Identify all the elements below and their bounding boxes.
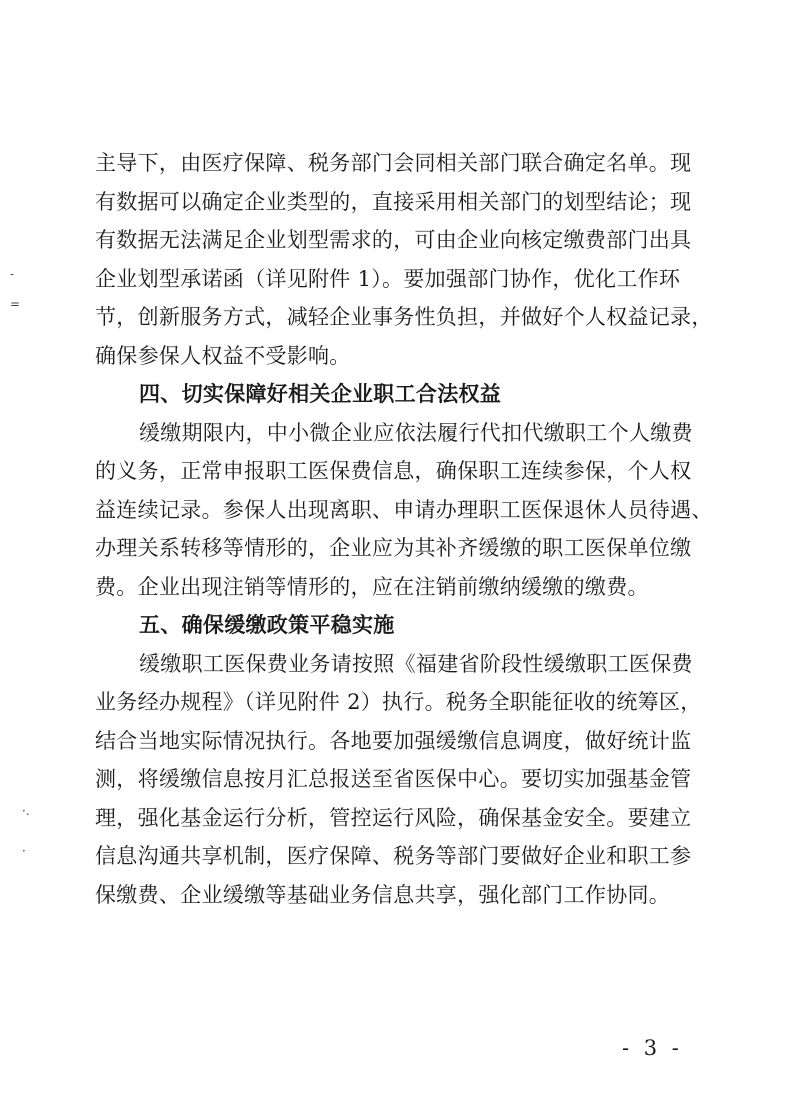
paragraph-line: 缓缴期限内，中小微企业应依法履行代扣代缴职工个人缴费 xyxy=(139,420,693,445)
paragraph-line: 有数据无法满足企业划型需求的，可由企业向核定缴费部门出具 xyxy=(95,228,692,252)
paragraph-line: 结合当地实际情况执行。各地要加强缓缴信息调度，做好统计监 xyxy=(95,728,692,753)
paragraph-line: 理，强化基金运行分析，管控运行风险，确保基金安全。要建立 xyxy=(95,805,692,830)
paragraph-line: 益连续记录。参保人出现离职、申请办理职工医保退休人员待遇、 xyxy=(95,497,713,522)
scan-mark: = xyxy=(10,297,21,311)
paragraph-line: 信息沟通共享机制，医疗保障、税务等部门要做好企业和职工参 xyxy=(95,844,692,868)
paragraph-line: 节，创新服务方式，减轻企业事务性负担，并做好个人权益记录， xyxy=(95,305,713,329)
paragraph-line: 费。企业出现注销等情形的，应在注销前缴纳缓缴的缴费。 xyxy=(95,574,649,599)
paragraph-line: 保缴费、企业缓缴等基础业务信息共享，强化部门工作协同。 xyxy=(95,882,671,907)
paragraph-line: 办理关系转移等情形的，企业应为其补齐缓缴的职工医保单位缴 xyxy=(95,536,692,560)
scan-mark: ·. xyxy=(22,804,30,818)
paragraph-line: 业务经办规程》（详见附件 2）执行。税务全职能征收的统筹区， xyxy=(95,690,702,714)
paragraph-line: 有数据可以确定企业类型的，直接采用相关部门的划型结论；现 xyxy=(95,189,692,214)
section-heading: 五、确保缓缴政策平稳实施 xyxy=(139,613,395,637)
paragraph-line: 主导下，由医疗保障、税务部门会同相关部门联合确定名单。现 xyxy=(95,151,692,175)
scan-mark: - xyxy=(10,267,15,281)
page-number: - 3 - xyxy=(622,1036,683,1060)
body-text xyxy=(95,145,713,915)
scan-mark: · xyxy=(22,844,26,858)
paragraph-line: 缓缴职工医保费业务请按照《福建省阶段性缓缴职工医保费 xyxy=(139,651,693,676)
paragraph-line: 测，将缓缴信息按月汇总报送至省医保中心。要切实加强基金管 xyxy=(95,767,692,791)
paragraph-line: 的义务，正常申报职工医保费信息，确保职工连续参保，个人权 xyxy=(95,459,692,483)
paragraph-line: 企业划型承诺函（详见附件 1）。要加强部门协作，优化工作环 xyxy=(95,266,681,291)
section-heading: 四、切实保障好相关企业职工合法权益 xyxy=(139,382,502,406)
paragraph-line: 确保参保人权益不受影响。 xyxy=(95,343,351,368)
